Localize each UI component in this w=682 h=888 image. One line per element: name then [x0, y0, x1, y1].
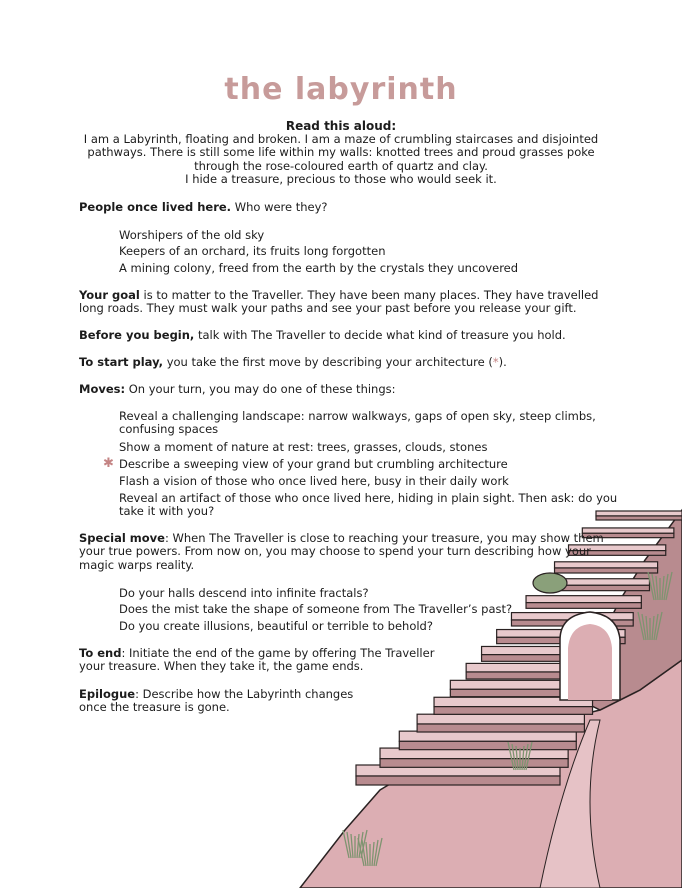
stair-step-top: [417, 714, 584, 724]
page-title: the labyrinth: [224, 72, 458, 107]
read-aloud-line: through the rose-coloured earth of quartz and clay.: [194, 158, 488, 173]
move-item: Reveal a challenging landscape: narrow walkways, gaps of open sky, steep climbs, confusing spaces: [119, 409, 596, 437]
epilogue-section: Epilogue: Describe how the Labyrinth changes once the treasure is gone.: [79, 687, 354, 715]
start-label: To start play,: [79, 355, 164, 369]
before-section: [79, 329, 566, 342]
stair-step-front: [526, 603, 641, 609]
stair-step-front: [380, 759, 568, 768]
move-item: ✱ Describe a sweeping view of your grand but crumbling architecture: [103, 456, 508, 471]
special-move-section: Special move: When The Traveller is close to reaching your treasure, you may show them your true powers. From now on, you may choose to spend your turn describing how your magic warps reality.: [79, 531, 604, 572]
stair-step-front: [399, 741, 576, 749]
people-section: [79, 201, 328, 214]
people-option: Worshipers of the old sky: [119, 228, 265, 242]
stair-step-front: [434, 707, 592, 715]
special-move-label: Special move: [79, 531, 165, 545]
before-text: talk with The Traveller to decide what kind of treasure you hold.: [194, 328, 566, 342]
start-text-end: ).: [498, 355, 507, 369]
end-section: To end: Initiate the end of the game by offering The Traveller your treasure. When they take it, the game ends.: [79, 646, 435, 674]
read-aloud-text: [80, 133, 602, 187]
bush: [533, 573, 567, 593]
moves-text: On your turn, you may do one of these things:: [125, 382, 396, 396]
goal-text-line2: long roads. They must walk your paths and see your past before you release your gift.: [79, 301, 577, 316]
stair-step-front: [417, 724, 584, 732]
read-aloud-line: I hide a treasure, precious to those who would seek it.: [185, 172, 497, 187]
moves-label: Moves:: [79, 382, 126, 396]
goal-section: [79, 289, 598, 316]
read-aloud-line: I am a Labyrinth, floating and broken. I am a maze of crumbling staircases and disjointed: [83, 132, 599, 146]
start-symbol: *: [492, 355, 499, 369]
people-option: A mining colony, freed from the earth by the crystals they uncovered: [119, 261, 519, 275]
stair-step-top: [399, 731, 576, 741]
stair-step-top: [526, 596, 641, 603]
people-option: Keepers of an orchard, its fruits long forgotten: [119, 244, 386, 258]
start-text: you take the first move by describing your architecture (: [163, 355, 493, 369]
goal-label: Your goal: [79, 288, 140, 302]
special-question: Do you create illusions, beautiful or terrible to behold?: [119, 619, 433, 633]
epilogue-label: Epilogue: [79, 687, 136, 701]
asterisk-marker-icon: ✱: [103, 456, 114, 471]
archway-inner: [568, 624, 612, 700]
people-text: Who were they?: [231, 200, 328, 214]
special-question: Does the mist take the shape of someone from The Traveller’s past?: [119, 602, 513, 616]
before-label: Before you begin,: [79, 328, 195, 342]
people-label: People once lived here.: [79, 200, 232, 214]
end-label: To end: [79, 646, 122, 660]
stair-step-front: [356, 776, 560, 785]
goal-text: is to matter to the Traveller. They have been many places. They have travelled: [139, 288, 599, 302]
start-section: [79, 356, 507, 369]
moves-section: [79, 383, 396, 396]
read-aloud-line: pathways. There is still some life within my walls: knotted trees and proud grasses poke: [87, 145, 595, 160]
move-item: Show a moment of nature at rest: trees, grasses, clouds, stones: [119, 440, 488, 454]
read-aloud-heading: Read this aloud:: [285, 119, 397, 133]
move-item: Flash a vision of those who once lived here, busy in their daily work: [119, 474, 509, 488]
move-item: Reveal an artifact of those who once lived here, hiding in plain sight. Then ask: do you take it with you?: [119, 491, 618, 519]
special-question: Do your halls descend into infinite fractals?: [119, 586, 369, 600]
